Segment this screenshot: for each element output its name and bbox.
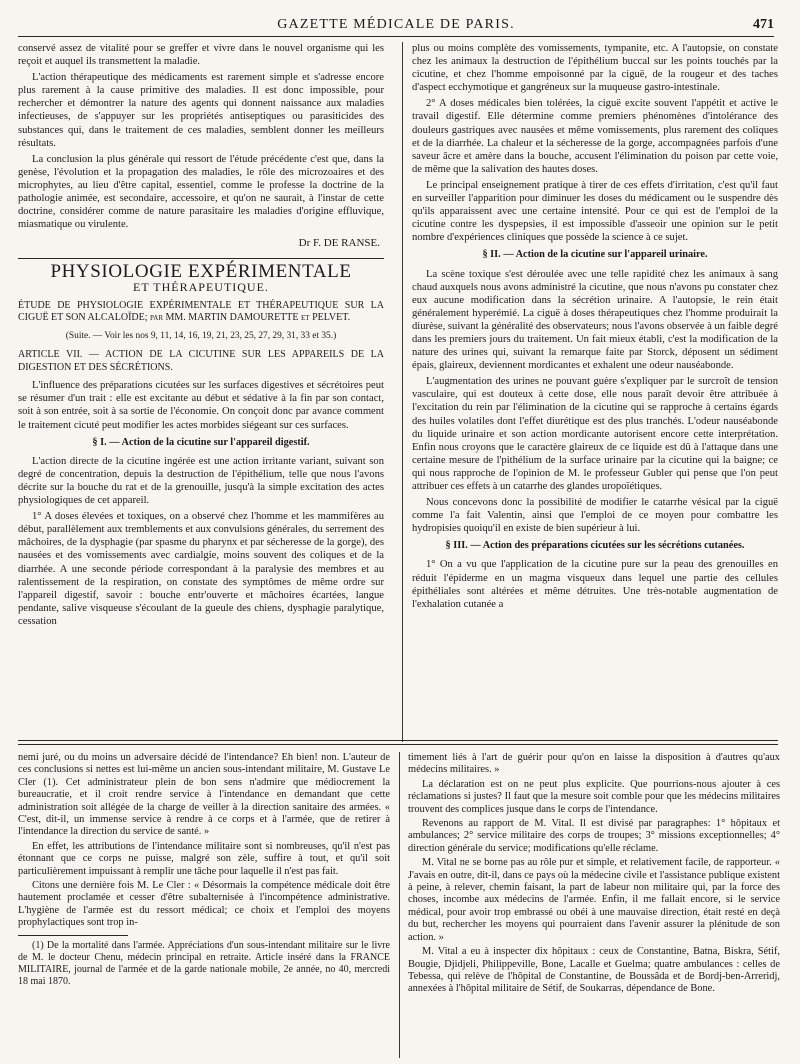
left-column [18, 42, 384, 735]
paragraph: La scène toxique s'est déroulée avec une telle rapidité chez les animaux à sang chaud auxquels nous avons administré la cicutine, que nous n'avons pu constater chez eux aucune modification dans la sécrétion urinaire. A l'autopsie, le rein était généralement hyperémié. La ciguë à doses thérapeutiques chez l'homme produirait la diurèse, suivant la généralité des observateurs; nous l'avons observée à un faible degré dans les premiers jours du traitement. Un fait mieux établi, c'est la modification de la nature des urines qui, suivant la remarque faite par Storck, déposent un sédiment épais, glaireux, deviennent mordicantes et exhalent une odeur nauséabonde. [412, 268, 778, 372]
paragraph: M. Vital a eu à inspecter dix hôpitaux : ceux de Constantine, Batna, Biskra, Sétif, Bougie, Djidjeli, Philippeville, Bone, Lacalle et Guelma; quatre ambulances : celles de Tebessa, qui relève de l'hôpital de Constantine, de Boussâda et de Bordj-ben-Arreridj, annexées à l'hôpital militaire de Sétif, de Soukarras, dépendance de Bone. [408, 946, 780, 995]
paragraph: La déclaration est on ne peut plus explicite. Que pourrions-nous ajouter à ces réclamations si justes? Il faut que la mesure soit comble pour que les médecins militaires trouvent des complices jusque dans le corps de l'intendance. [408, 778, 780, 815]
feuilleton-divider [18, 740, 778, 745]
journal-title: GAZETTE MÉDICALE DE PARIS. [277, 17, 515, 32]
author-signature: Dr F. DE RANSE. [298, 237, 380, 250]
paragraph: plus ou moins complète des vomissements, tympanite, etc. A l'autopsie, on constate chez les animaux la destruction de l'épithélium buccal sur les points touchés par la cicutine, et chez l'homme empoisonné par la ciguë, de la rougeur et des taches d'aspect ecchymotique et gangréneux sur la muqueuse gastro-intestinale. [412, 43, 778, 94]
paragraph: nemi juré, ou du moins un adversaire décidé de l'intendance? Eh bien! non. L'auteur de ces conclusions si nettes est lui-même un ancien sous-intendant militaire, M. Gustave Le Cler (1). Cet administrateur plein de bon sens n'admire que médiocrement la bureaucratie, et il croit rendre service à l'intendance en demandant que cette administration soit allégée de la charge de veiller à la direction sanitaire des armées. « C'est, dit-il, un immense service à rendre à ce corps et à l'armée, que de retirer à l'intendance la direction du service de santé. » [18, 752, 390, 838]
paragraph: Revenons au rapport de M. Vital. Il est divisé par paragraphes: 1° hôpitaux et ambulances; 2° service militaire des corps de troupes; 3° missions exceptionnelles; 4° direction générale du service; modifications qu'elle réclame. [408, 818, 780, 854]
section-subtitle: ET THÉRAPEUTIQUE. [133, 279, 269, 294]
paragraph: Nous concevons donc la possibilité de modifier le catarrhe vésical par la ciguë comme l'a fait Valentin, ainsi que l'emploi de ce moyen pour combattre les hydropisies quoiqu'il en existe de bien supérieur à lui. [412, 497, 778, 535]
column-rule [399, 752, 400, 1058]
series-reference: (Suite. — Voir les nos 9, 11, 14, 16, 19, 21, 23, 25, 27, 29, 31, 33 et 35.) [65, 331, 337, 342]
paragraph: Le principal enseignement pratique à tirer de ces effets d'irritation, c'est qu'il faut en surveiller l'apparition pour diminuer les doses du médicament ou le suspendre dès qu'ils apparaissent avec une certaine intensité. Pour ce qui est de l'emploi de la cicutine contre les dyspepsies, il est impossible d'asseoir une opinion sur le petit nombre d'expériences cliniques que possède la science à ce sujet. [412, 179, 778, 244]
paragraph: conservé assez de vitalité pour se greffer et vivre dans le nouvel organisme qui les reçoit et auquel ils transmettent la maladie. [18, 43, 384, 68]
paragraph: timement liés à l'art de guérir pour qu'on en laisse la disposition à d'autres qu'aux médecins militaires. » [408, 752, 780, 776]
paragraph: Citons une dernière fois M. Le Cler : « Désormais la compétence médicale doit être hautement proclamée et cesser d'être subalternisée à l'incompétence administrative. L'hygiène de l'armée est du ressort médical; ce choix et l'emploi des moyens prophylactiques sont trop in- [18, 880, 390, 929]
article-heading: ARTICLE VII. — ACTION DE LA CICUTINE SUR LES APPAREILS DE LA DIGESTION ET DES SÉCRÉTIONS. [18, 349, 384, 373]
main-article-area [18, 42, 778, 735]
paragraph: En effet, les attributions de l'intendance militaire sont si nombreuses, qu'il n'est pas étonnant que ce corps ne puisse, malgré son zèle, suffire à tout, et qu'il soit particulièrement impuissant à remplir une tâche pour laquelle il n'est pas fait. [18, 840, 390, 877]
subsection-heading: § I. — Action de la cicutine sur l'appareil digestif. [92, 436, 310, 448]
page-number: 471 [753, 17, 774, 32]
footnote-rule [18, 935, 128, 936]
feuilleton-left-column [18, 752, 390, 1058]
feuilleton-right-column [408, 752, 780, 1058]
section-divider [18, 258, 384, 259]
paragraph: 1° A doses élevées et toxiques, on a observé chez l'homme et les mammifères au début, parallèlement aux tremblements et aux convulsions générales, du serrement des mâchoires, de la dysphagie (par spasme du pharynx et par sécheresse de la gorge), des nausées et des vomissements avec cardialgie, moins souvent des coliques et de la diarrhée. A une seconde période correspondant à la paralysie des membres et au ralentissement de la respiration, on constate des symptômes de même ordre sur l'appareil digestif, savoir : bouche entr'ouverte et mâchoires écartées, langue pendante, salive visqueuse s'écoulant de la gueule des chiens, dysphagie paralytique, cessation [18, 511, 384, 627]
footnote: (1) De la mortalité dans l'armée. Appréciations d'un sous-intendant militaire sur le livre de M. le docteur Chenu, médecin principal en retraite. Article inséré dans la FRANCE MILITAIRE, journal de l'armée et de la garde nationale mobile, 2e année, no 40, mercredi 18 mai 1870. [18, 939, 390, 987]
paragraph: L'action thérapeutique des médicaments est rarement simple et s'adresse encore plus rarement à la cause primitive des maladies. Il est donc impossible, pour rechercher et démontrer la nature des agents qui donnent naissance aux maladies infectieuses, de s'appuyer sur les propriétés antiseptiques ou parasiticides des substances qui, dans le traitement de ces maladies, semblent donner les meilleurs résultats. [18, 72, 384, 149]
study-heading: ÉTUDE DE PHYSIOLOGIE EXPÉRIMENTALE ET THÉRAPEUTIQUE SUR LA CIGUË ET SON ALCALOÏDE; par MM. MARTIN DAMOURETTE et PELVET. [18, 299, 384, 324]
paragraph: L'augmentation des urines ne pouvant guère s'expliquer par le surcroît de tension vasculaire, qui est douteux à cette dose, elle nous paraît devoir être attribuée à l'excitation du rein par l'élimination de la cicutine qui se rapproche à certains égards des huiles volatiles dont l'effet diurétique est des plus tranchés. L'odeur nauséabonde du liquide urinaire et son action mordicante autorisent encore cette interprétation. Enfin nous croyons que le caractère glaireux de ce liquide est dû à l'attaque dans une certaine mesure de l'pithélium de la surface urinaire par la cicutine qui la baigne; ce qui nous rapproche de l'opinion de M. le professeur Gubler qui pense que l'on peut attribuer ces effets à un catarrhe des glandes uropoïétiques. [412, 376, 778, 492]
paragraph: M. Vital ne se borne pas au rôle pur et simple, et relativement facile, de rapporteur. « J'avais en outre, dit-il, dans ce pays où la médecine civile et l'assistance publique existent à peine, à relever, chemin faisant, la part de labeur non militaire qui, par la force des choses, incombe aux médecins de l'armée. Enfin, il me fallait encore, si le service médical, pour avoir trop embrassé ou obéi à une mauvaise direction, était resté en deçà du but, rechercher les moyens qui pourraient dans l'avenir assurer la plénitude de son action. » [408, 857, 780, 943]
column-rule [402, 42, 403, 742]
subsection-heading: § II. — Action de la cicutine sur l'appareil urinaire. [482, 249, 708, 261]
paragraph: La conclusion la plus générale qui ressort de l'étude précédente c'est que, dans la genèse, l'évolution et la propagation des maladies, le rôle des microzoaires et des microphytes, au lieu d'être capital, essentiel, comme le professe la doctrine de la pathologie animée, est secondaire, accessoire, et qu'on ne saurait, à l'instar de cette doctrine, considérer comme de nature parasitaire les maladies d'origine effluvique, miasmatique ou virulente. [18, 153, 384, 231]
paragraph: L'action directe de la cicutine ingérée est une action irritante variant, suivant son degré de concentration, depuis la destruction de l'épithélium, telle que nous l'avons décrite sur la bouche du rat et de la grenouille, jusqu'à la simple excitation des actes physiologiques de cet appareil. [18, 455, 384, 507]
paragraph: 1° On a vu que l'application de la cicutine pure sur la peau des grenouilles en réduit l'épiderme en un magma visqueux dans lequel une partie des cellules épithéliales sont altérées et même détruites. Une très-notable augmentation de l'exhalation cutanée a [412, 559, 778, 610]
right-column [412, 42, 778, 735]
paragraph: 2° A doses médicales bien tolérées, la ciguë excite souvent l'appétit et active le travail digestif. Elle détermine comme premiers phénomènes d'intolérance des douleurs gastriques avec nausées et même vomissements, plus rarement des coliques et de la diarrhée. La chaleur et la sécheresse de la gorge, accompagnées parfois d'une saveur âcre et amère dans la bouche, accusent l'élimination du poison par cette voie, de même que la salivation des hautes doses. [412, 98, 778, 175]
paragraph: L'influence des préparations cicutées sur les surfaces digestives et sécrétoires peut se résumer d'un trait : elle est excitante au début et sédative à la fin par son contact, soit à son entrée, soit à sa sortie de l'économie. On conçoit donc par avance comment le traitement cicuté peut modifier les actes morbides siégeant sur ces surfaces. [18, 380, 384, 431]
section-title: PHYSIOLOGIE EXPÉRIMENTALE [50, 261, 352, 283]
running-header [18, 14, 774, 37]
subsection-heading: § III. — Action des préparations cicutées sur les sécrétions cutanées. [445, 540, 745, 552]
feuilleton-area [18, 752, 778, 1058]
